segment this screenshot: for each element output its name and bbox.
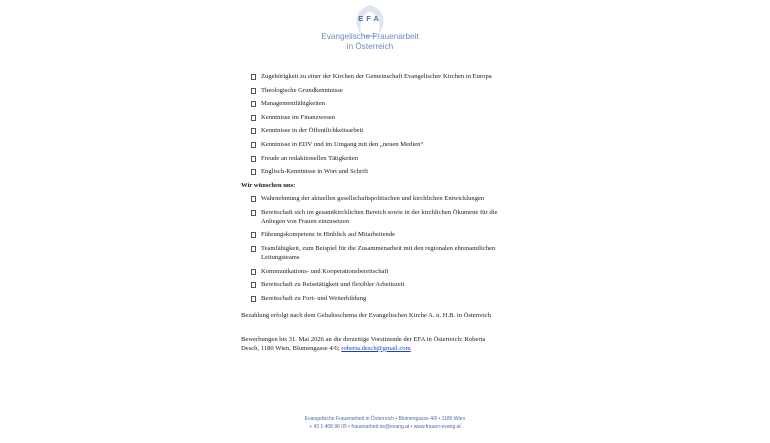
list-item: Freude an redaktionellen Tätigkeiten [241,154,503,163]
list-item: Wahrnehmung der aktuellen gesellschaftspolitischen und kirchlichen Entwicklungen [241,194,503,203]
logo-abbreviation: EFA [358,14,382,23]
checkbox-bullet-icon [251,196,256,202]
salary-paragraph: Bezahlung erfolgt nach dem Gehaltsschema der Evangelischen Kirche A. u. H.B. in Österreich [241,311,492,319]
footer-contact: + 43 1 408 96 05 • frauenarbeit.oe@evang.at • www.frauen-evang.at [309,424,461,430]
list-item: Kommunikations- und Kooperationsbereitschaft [241,267,503,276]
checkbox-bullet-icon [251,169,256,175]
list-item: Teamfähigkeit, zum Beispiel für die Zusammenarbeit mit den regionalen ehrenamtlichen Leitungsteams [241,244,503,262]
requirements-list [241,72,503,176]
checkbox-bullet-icon [251,115,256,121]
checkbox-bullet-icon [251,232,256,238]
list-item: Bereitschaft zu Reisetätigkeit und flexibler Arbeitszeit [241,280,503,289]
checkbox-bullet-icon [251,101,256,107]
checkbox-bullet-icon [251,156,256,162]
checkbox-bullet-icon [251,282,256,288]
application-paragraph [241,335,503,353]
checkbox-bullet-icon [251,269,256,275]
list-item: Kenntnisse in der Öffentlichkeitsarbeit [241,126,503,135]
checkbox-bullet-icon [251,246,256,252]
application-email-link[interactable]: roberta.desch@gmail.com [341,344,411,352]
list-item: Zugehörigkeit zu einer der Kirchen der Gemeinschaft Evangelischer Kirchen in Europa [241,72,503,81]
document-body [241,72,503,353]
application-text: Bewerbungen bis 31. Mai 2026 an die derzeitige Vorsitzende der EFA in Österreich: Roberta Desch, 1180 Wien, Blumengasse 4/6; [241,335,486,352]
footer-address: Evangelische Frauenarbeit in Österreich • Blumengasse 4/6 • 1180 Wien [304,416,466,422]
checkbox-bullet-icon [251,142,256,148]
checkbox-bullet-icon [251,88,256,94]
logo-name-line2: in Österreich [346,42,394,51]
checkbox-bullet-icon [251,210,256,216]
checkbox-bullet-icon [251,74,256,80]
list-item: Theologische Grundkenntnisse [241,86,503,95]
logo-name-line1: Evangelische Frauenarbeit [321,32,419,41]
list-item: Kenntnisse im Finanzwesen [241,113,503,122]
list-item: Kenntnisse in EDV und im Umgang mit den „neuen Medien“ [241,140,503,149]
wishes-heading: Wir wünschen uns: [241,182,296,190]
list-item: Führungskompetenz in Hinblick auf Mitarbeitende [241,230,503,239]
checkbox-bullet-icon [251,128,256,134]
list-item: Managementfähigkeiten [241,99,503,108]
list-item: Bereitschaft sich im gesamtkirchlichen Bereich sowie in der kirchlichen Ökumene für die Anliegen von Frauen einzusetzen [241,208,503,226]
list-item: Englisch-Kenntnisse in Wort und Schrift [241,167,503,176]
list-item: Bereitschaft zu Fort- und Weiterbildung [241,294,503,303]
wishes-list [241,194,503,303]
checkbox-bullet-icon [251,296,256,302]
efa-logo [318,3,422,55]
